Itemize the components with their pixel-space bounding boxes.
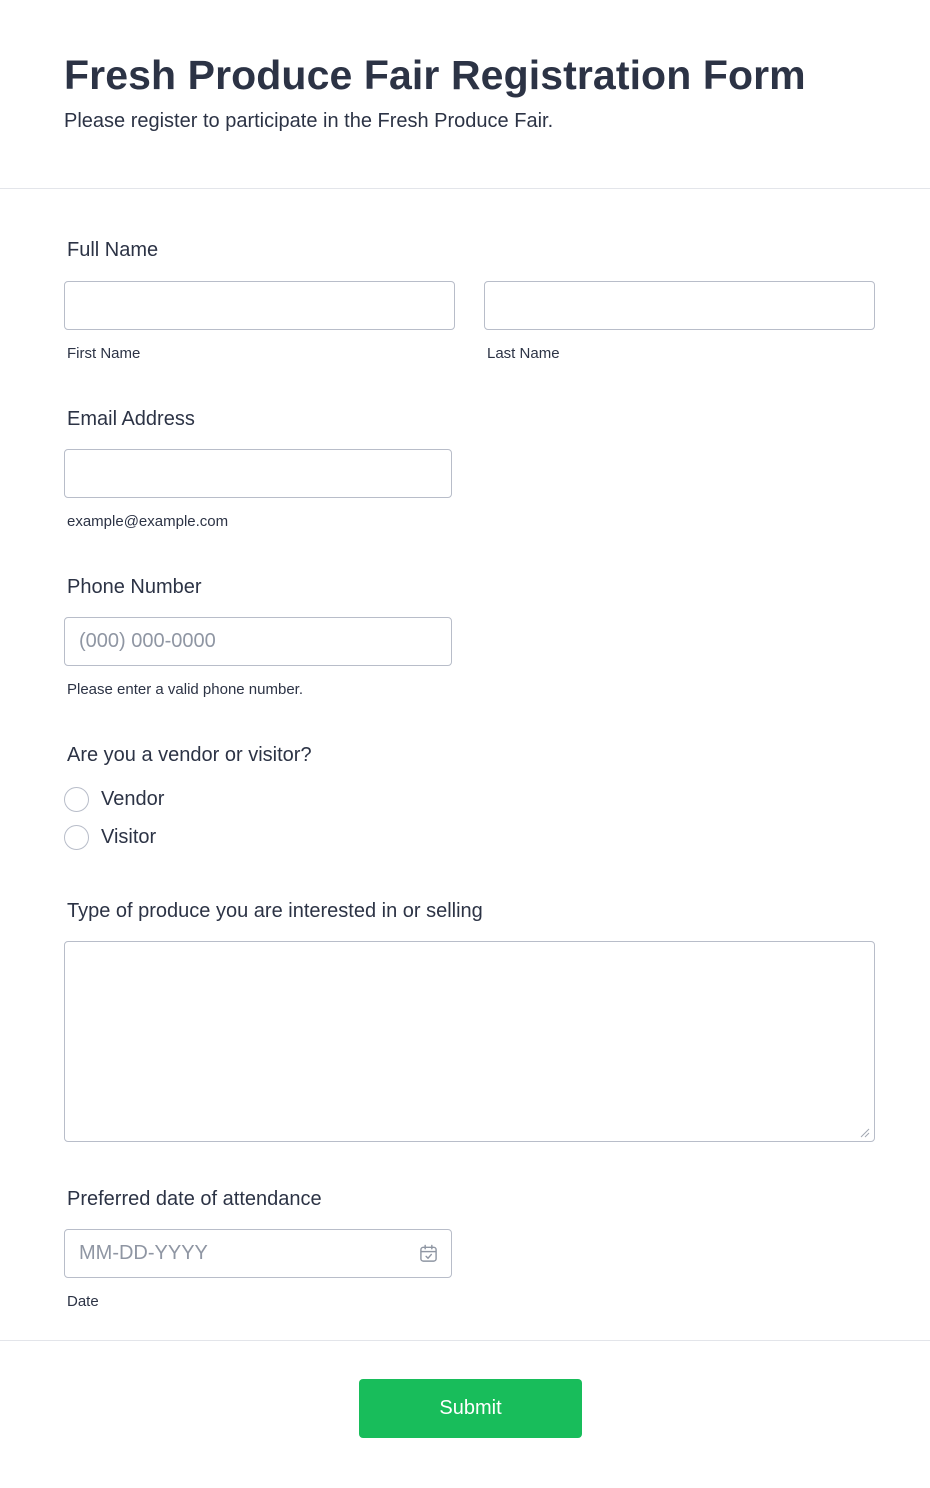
calendar-icon[interactable] [419,1244,438,1263]
phone-sublabel: Please enter a valid phone number. [67,681,303,698]
last-name-sublabel: Last Name [487,345,560,362]
produce-label: Type of produce you are interested in or selling [67,900,483,922]
form-subtitle: Please register to participate in the Fresh Produce Fair. [64,110,554,132]
footer-divider [0,1340,930,1341]
date-input[interactable] [64,1229,452,1278]
phone-label: Phone Number [67,576,202,598]
submit-button[interactable]: Submit [359,1379,582,1438]
radio-option-vendor[interactable] [64,786,164,812]
resize-handle-icon[interactable] [858,1126,870,1138]
last-name-input[interactable] [484,281,875,330]
full-name-label: Full Name [67,239,159,261]
date-label: Preferred date of attendance [67,1188,322,1210]
produce-textarea[interactable] [64,941,875,1142]
form-title: Fresh Produce Fair Registration Form [64,52,806,98]
phone-input[interactable] [64,617,452,666]
attendee-type-label: Are you a vendor or visitor? [67,744,312,766]
date-field [64,1229,452,1278]
email-label: Email Address [67,408,195,430]
email-input[interactable] [64,449,452,498]
email-sublabel: example@example.com [67,513,229,530]
first-name-input[interactable] [64,281,455,330]
radio-button-vendor[interactable] [64,787,89,812]
date-sublabel: Date [67,1293,99,1310]
form-header [0,0,930,189]
first-name-sublabel: First Name [67,345,141,362]
radio-label-vendor: Vendor [101,787,165,810]
radio-option-visitor[interactable] [64,824,156,850]
radio-button-visitor[interactable] [64,825,89,850]
radio-label-visitor: Visitor [101,825,157,848]
